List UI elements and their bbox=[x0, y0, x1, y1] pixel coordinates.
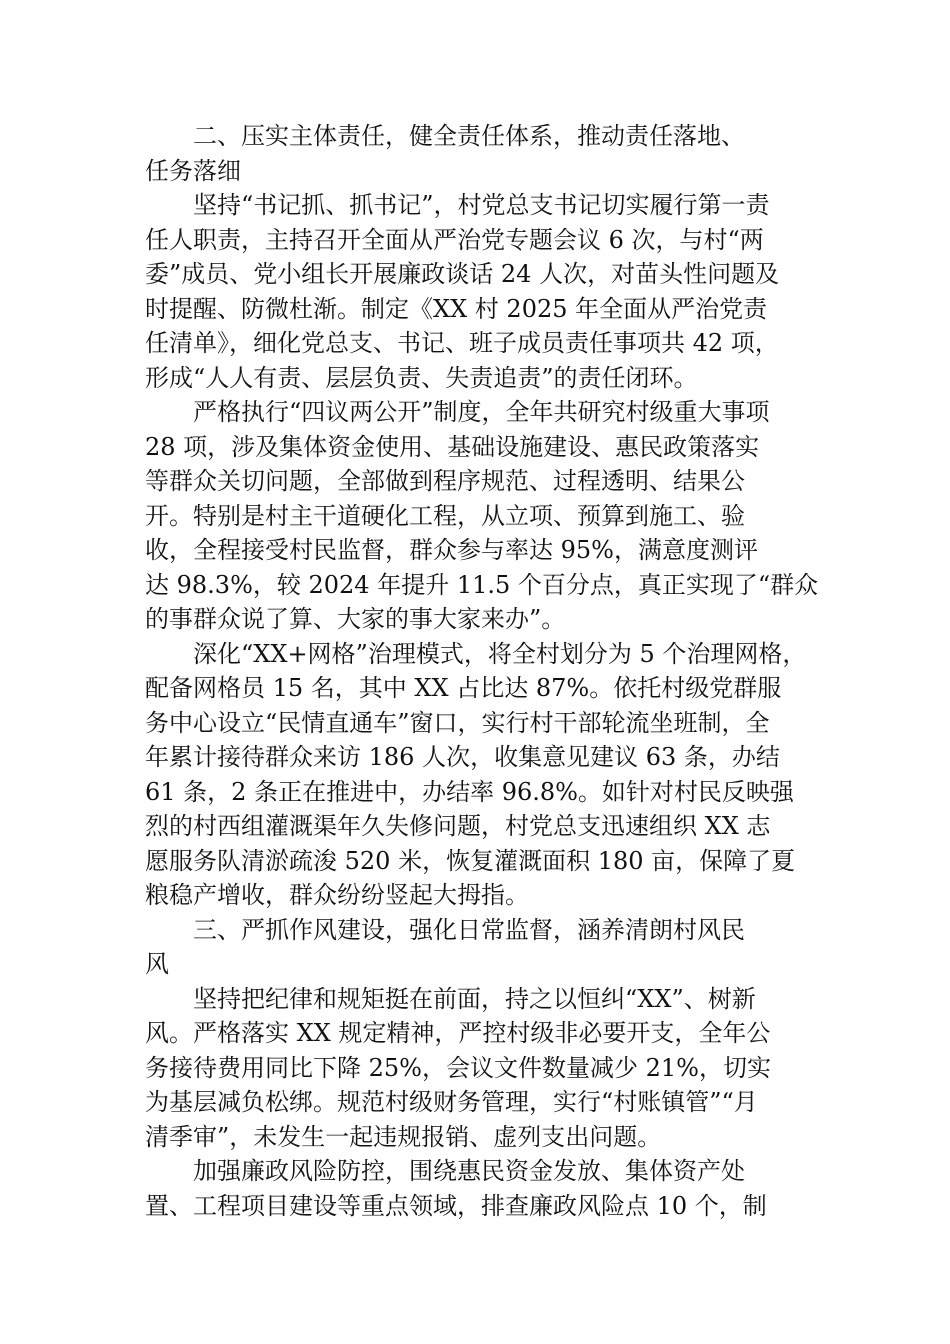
text-line: 务接待费用同比下降 25%，会议文件数量减少 21%，切实 bbox=[145, 1053, 771, 1082]
text-line: 为基层减负松绑。规范村级财务管理，实行“村账镇管”“月 bbox=[145, 1088, 758, 1116]
text-line: 形成“人人有责、层层负责、失责追责”的责任闭环。 bbox=[145, 363, 698, 392]
text-line: 的事群众说了算、大家的事大家来办”。 bbox=[145, 605, 566, 633]
text-line: 风。严格落实 XX 规定精神，严控村级非必要开支，全年公 bbox=[145, 1019, 771, 1047]
text-line: 烈的村西组灌溉渠年久失修问题，村党总支迅速组织 XX 志 bbox=[145, 812, 771, 840]
body-paragraph bbox=[145, 1154, 825, 1223]
text-line: 开。特别是村主干道硬化工程，从立项、预算到施工、验 bbox=[145, 501, 745, 530]
text-line: 加强廉政风险防控，围绕惠民资金发放、集体资产处 bbox=[145, 1157, 745, 1185]
body-paragraph bbox=[145, 188, 825, 395]
text-line: 任人职责，主持召开全面从严治党专题会议 6 次，与村“两 bbox=[145, 225, 764, 254]
text-line: 坚持“书记抓、抓书记”，村党总支书记切实履行第一责 bbox=[145, 191, 770, 219]
section-heading bbox=[145, 913, 825, 982]
text-line: 坚持把纪律和规矩挺在前面，持之以恒纠“XX”、树新 bbox=[145, 984, 756, 1013]
text-line: 任务落细 bbox=[145, 156, 241, 185]
text-line: 清季审”，未发生一起违规报销、虚列支出问题。 bbox=[145, 1122, 662, 1151]
text-line: 置、工程项目建设等重点领域，排查廉政风险点 10 个，制 bbox=[145, 1191, 767, 1220]
text-line: 达 98.3%，较 2024 年提升 11.5 个百分点，真正实现了“群众 bbox=[145, 570, 819, 599]
text-line: 务中心设立“民情直通车”窗口，实行村干部轮流坐班制，全 bbox=[145, 708, 770, 737]
text-line: 粮稳产增收，群众纷纷竖起大拇指。 bbox=[145, 881, 529, 909]
text-line: 风 bbox=[145, 950, 169, 978]
text-line: 愿服务队清淤疏浚 520 米，恢复灌溉面积 180 亩，保障了夏 bbox=[145, 846, 796, 875]
text-line: 61 条，2 条正在推进中，办结率 96.8%。如针对村民反映强 bbox=[145, 777, 794, 806]
text-line: 收，全程接受村民监督，群众参与率达 95%，满意度测评 bbox=[145, 536, 758, 564]
body-paragraph bbox=[145, 395, 825, 637]
document-page bbox=[145, 119, 825, 1223]
text-line: 配备网格员 15 名，其中 XX 占比达 87%。依托村级党群服 bbox=[145, 674, 782, 702]
text-line: 时提醒、防微杜渐。制定《XX 村 2025 年全面从严治党责 bbox=[145, 294, 768, 323]
text-line: 二、压实主体责任，健全责任体系，推动责任落地、 bbox=[145, 122, 745, 150]
text-line: 严格执行“四议两公开”制度，全年共研究村级重大事项 bbox=[145, 398, 770, 426]
body-paragraph bbox=[145, 982, 825, 1155]
text-line: 三、严抓作风建设，强化日常监督，涵养清朗村风民 bbox=[145, 915, 745, 944]
section-heading bbox=[145, 119, 825, 188]
text-line: 年累计接待群众来访 186 人次，收集意见建议 63 条，办结 bbox=[145, 743, 780, 771]
text-line: 等群众关切问题，全部做到程序规范、过程透明、结果公 bbox=[145, 467, 745, 495]
text-line: 深化“XX+网格”治理模式，将全村划分为 5 个治理网格， bbox=[145, 639, 807, 668]
text-line: 28 项，涉及集体资金使用、基础设施建设、惠民政策落实 bbox=[145, 432, 760, 461]
text-line: 委”成员、党小组长开展廉政谈话 24 人次，对苗头性问题及 bbox=[145, 260, 780, 288]
body-paragraph bbox=[145, 637, 825, 913]
text-line: 任清单》，细化党总支、书记、班子成员责任事项共 42 项， bbox=[145, 329, 779, 357]
